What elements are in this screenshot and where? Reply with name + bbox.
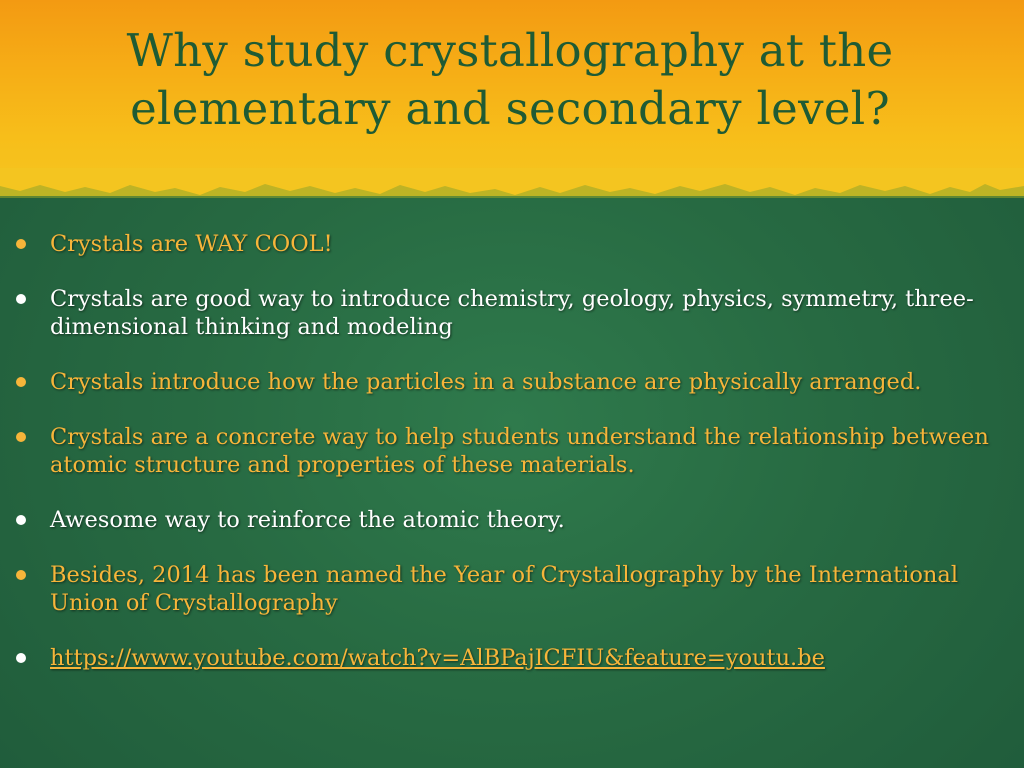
bullet-dot-icon bbox=[16, 570, 26, 580]
bullet-dot-icon bbox=[16, 432, 26, 442]
bullet-text: Crystals are a concrete way to help students understand the relationship between atomic structure and properties of these materials. bbox=[50, 424, 989, 478]
bullet-text: Crystals introduce how the particles in a substance are physically arranged. bbox=[50, 369, 922, 395]
bullet-text: Crystals are WAY COOL! bbox=[50, 231, 333, 257]
bullet-text: Awesome way to reinforce the atomic theory. bbox=[50, 507, 565, 533]
bullet-item bbox=[14, 230, 1010, 258]
slide-title: Why study crystallography at the elementary and secondary level? bbox=[126, 24, 894, 135]
bullet-text: Besides, 2014 has been named the Year of Crystallography by the International Union of Crystallography bbox=[50, 562, 959, 616]
bullet-dot-icon bbox=[16, 239, 26, 249]
bullet-dot-icon bbox=[16, 294, 26, 304]
header-torn-edge bbox=[0, 168, 1024, 208]
bullet-item bbox=[14, 561, 1010, 617]
bullet-item bbox=[14, 644, 1010, 672]
bullet-dot-icon bbox=[16, 653, 26, 663]
youtube-link[interactable]: https://www.youtube.com/watch?v=AlBPajICFIU&feature=youtu.be bbox=[50, 645, 825, 671]
bullet-list bbox=[14, 230, 1010, 699]
bullet-item bbox=[14, 368, 1010, 396]
bullet-text: Crystals are good way to introduce chemistry, geology, physics, symmetry, three-dimensional thinking and modeling bbox=[50, 286, 974, 340]
bullet-dot-icon bbox=[16, 377, 26, 387]
bullet-item bbox=[14, 423, 1010, 479]
bullet-item bbox=[14, 285, 1010, 341]
bullet-dot-icon bbox=[16, 515, 26, 525]
bullet-item bbox=[14, 506, 1010, 534]
